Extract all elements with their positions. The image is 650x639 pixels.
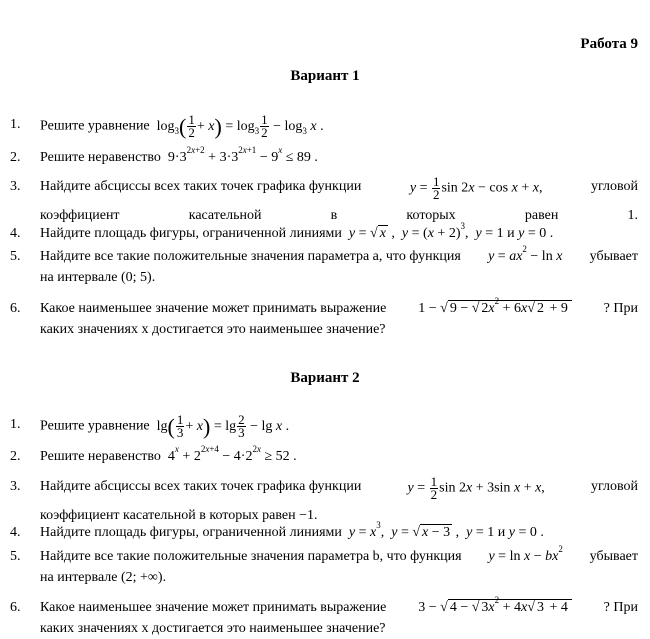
task-text-line2: коэффициент касательной в которых равен 1. <box>40 208 638 223</box>
task-formula: y = $\frac{1}{2}$ sin 2x + 3sin x + x, <box>407 474 545 502</box>
task-number: 1. <box>10 417 21 432</box>
task-formula: y = $\frac{1}{2}$ sin 2x − cos x + x, <box>409 174 543 202</box>
task-text-cont: убывает <box>589 249 638 264</box>
task-text: Решите уравнение <box>40 418 150 434</box>
task-text-line2: каких значениях x достигается это наименьшее значение? <box>40 621 386 636</box>
task-formula: $9\cdot 3^{2x+2} + 3\cdot 3^{2x+1} - 9^x \le 89$ . <box>164 145 318 165</box>
task-number: 4. <box>10 525 21 540</box>
variant-1-title: Вариант 1 <box>290 68 360 84</box>
task-formula: $y = ax^2 - \ln x$ <box>488 244 563 264</box>
task-text: Найдите абсциссы всех таких точек графика функции <box>40 479 362 494</box>
task-text: Найдите абсциссы всех таких точек графика функции <box>40 179 362 194</box>
task-formula: 1 − √ 9 − √ $2x^2 + 6x√$ 2 + 9 <box>418 298 572 319</box>
task-number: 3. <box>10 179 21 194</box>
task-text-line2: на интервале (2; +∞). <box>40 570 167 585</box>
task-text-line2: коэффициент касательной в которых равен −1. <box>40 508 318 523</box>
task-number: 3. <box>10 479 21 494</box>
task-number: 5. <box>10 249 21 264</box>
task-text-cont: угловой <box>590 479 638 494</box>
task-formula: lg( $\frac{1}{3}$ + x) = lg $\frac{2}{3}$ − lg x . <box>153 412 290 440</box>
work-title: Работа 9 <box>580 36 638 52</box>
task-text-line2: каких значениях x достигается это наименьшее значение? <box>40 322 386 337</box>
task-number: 4. <box>10 226 21 241</box>
task-text-cont: ? При <box>603 301 638 316</box>
task-text: Какое наименьшее значение может принимать выражение <box>40 600 387 615</box>
task-text: Какое наименьшее значение может принимать выражение <box>40 301 387 316</box>
task-text-cont: убывает <box>589 549 638 564</box>
task-formula: 3 − √ 4 − √ $3x^2 + 4x√$ 3 + 4 <box>418 597 572 618</box>
task-number: 5. <box>10 549 21 564</box>
task-text-cont: угловой <box>590 179 638 194</box>
task-number: 6. <box>10 600 21 615</box>
task-text: Найдите все такие положительные значения параметра a, что функция <box>40 249 461 264</box>
task-text: Найдите все такие положительные значения параметра b, что функция <box>40 549 462 564</box>
task-number: 2. <box>10 150 21 165</box>
task-number: 2. <box>10 449 21 464</box>
task-text: Найдите площадь фигуры, ограниченной линиями <box>40 226 342 241</box>
task-text: Решите неравенство <box>40 150 161 165</box>
task-text: Решите уравнение <box>40 118 150 134</box>
task-formula: $y = \ln x - bx^2$ <box>488 544 563 564</box>
task-text: Найдите площадь фигуры, ограниченной линиями <box>40 525 342 540</box>
task-number: 1. <box>10 117 21 132</box>
task-formula: $y = x^3$, y = √ x − 3 , y = 1 и y = 0 . <box>348 520 544 540</box>
task-number: 6. <box>10 301 21 316</box>
task-formula: $\log_3$( $\frac{1}{2}$ + $x) = \log_3$ $\frac{1}{2}$ − $\log_3 x$ . <box>153 112 324 140</box>
task-formula: $4^x + 2^{2x+4} - 4\cdot 2^{2x} \ge 52$ . <box>164 444 297 464</box>
task-text-cont: ? При <box>603 600 638 615</box>
task-text-line2: на интервале (0; 5). <box>40 270 156 285</box>
task-formula: y = √ x , $y = (x + 2)^3$, y = 1 и y = 0 . <box>348 221 554 241</box>
variant-2-title: Вариант 2 <box>290 370 360 386</box>
task-text: Решите неравенство <box>40 449 161 464</box>
